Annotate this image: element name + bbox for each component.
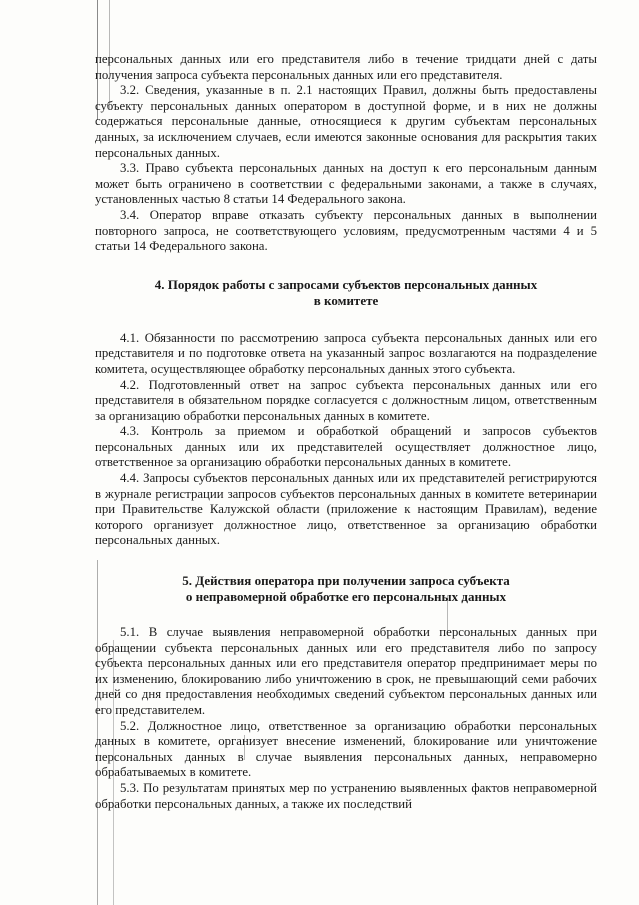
paragraph-3-2: 3.2. Сведения, указанные в п. 2.1 настоящих Правил, должны быть предоставлены субъекту персональных данных оператором в доступной форме, и в них не должны содержаться персональные данные, относящиеся к другим субъектам персональных данных, за исключением случаев, если имеются законные основания для раскрытия таких персональных данных.: [95, 83, 597, 160]
paragraph-5-2: 5.2. Должностное лицо, ответственное за организацию обработки персональных данных в комитете, организует внесение изменений, блокирование или уничтожение персональных данных в случае выявления персональных данных, неправомерно обрабатываемых в комитете.: [95, 718, 597, 780]
paragraph-4-1: 4.1. Обязанности по рассмотрению запроса субъекта персональных данных или его представителя и по подготовке ответа на указанный запрос возлагаются на подразделение комитета, осуществляющее обработку персональных данных этого субъекта.: [95, 330, 597, 376]
section-4-heading-line1: 4. Порядок работы с запросами субъектов персональных данных: [154, 276, 538, 292]
document-body: [95, 52, 597, 812]
section-5-heading: [95, 573, 597, 605]
paragraph-3-4: 3.4. Оператор вправе отказать субъекту персональных данных в выполнении повторного запроса, не соответствующего условиям, предусмотренным частями 4 и 5 статьи 14 Федерального закона.: [95, 207, 597, 254]
paragraph-5-1: 5.1. В случае выявления неправомерной обработки персональных данных при обращении субъекта персональных данных или его представителя либо по запросу субъекта персональных данных или его представителя оператор предпринимает меры по их изменению, блокированию либо уничтожению в срок, не превышающий семи рабочих дней со дня предоставления необходимых сведений субъектом персональных данных или его представителем.: [95, 625, 597, 717]
section-5-heading-line2: о неправомерной обработке его персональных данных: [185, 589, 507, 605]
section-5-heading-line1: 5. Действия оператора при получении запроса субъекта: [182, 573, 510, 589]
section-4-heading: [95, 277, 597, 309]
paragraph-4-2: 4.2. Подготовленный ответ на запрос субъекта персональных данных или его представителя в обязательном порядке согласуется с должностным лицом, ответственным за организацию обработки персональных данных в комитете.: [95, 377, 597, 423]
paragraph-4-3: 4.3. Контроль за приемом и обработкой обращений и запросов субъектов персональных данных или их представителей осуществляет должностное лицо, ответственное за организацию обработки персональных данных в комитете.: [95, 424, 597, 470]
paragraph-3-3: 3.3. Право субъекта персональных данных на доступ к его персональным данным может быть ограничено в соответствии с федеральными законами, а также в случаях, установленных частью 8 статьи 14 Федерального закона.: [95, 161, 597, 207]
paragraph-3-1-continuation: персональных данных или его представителя либо в течение тридцати дней с даты получения запроса субъекта персональных данных или его представителя.: [95, 52, 597, 82]
paragraph-5-3: 5.3. По результатам принятых мер по устранению выявленных фактов неправомерной обработки персональных данных, а также их последствий: [95, 780, 597, 811]
paragraph-4-4: 4.4. Запросы субъектов персональных данных или их представителей регистрируются в журнале регистрации запросов субъектов персональных данных в комитете ветеринарии при Правительстве Калужской области (приложение к настоящим Правилам), ведение которого организует должностное лицо, ответственное за организацию обработки персональных данных.: [95, 471, 597, 548]
section-4-heading-line2: в комитете: [313, 292, 379, 308]
